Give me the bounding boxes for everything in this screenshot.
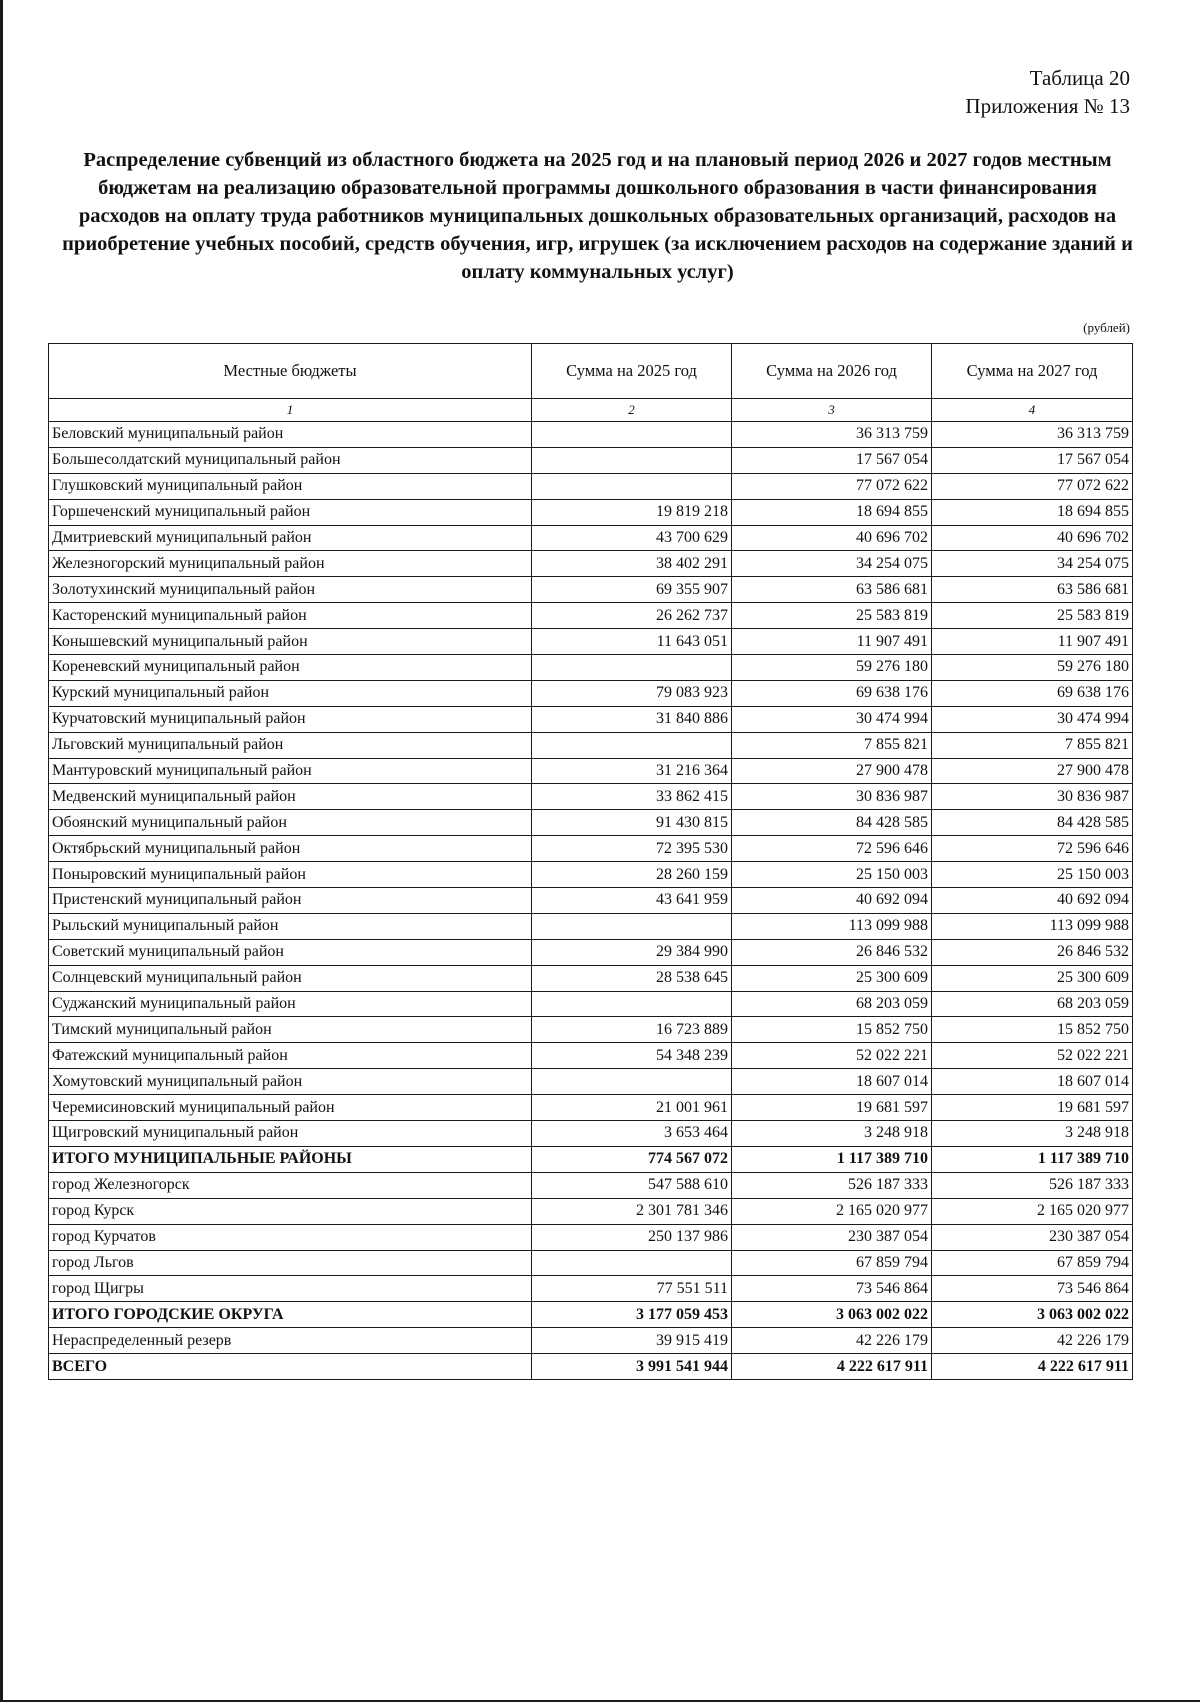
budget-name-cell: ИТОГО ГОРОДСКИЕ ОКРУГА: [49, 1302, 532, 1328]
table-row: [49, 1198, 1133, 1224]
budget-name-cell: город Щигры: [49, 1276, 532, 1302]
budget-name-cell: Пристенский муниципальный район: [49, 888, 532, 914]
budget-name-cell: Мантуровский муниципальный район: [49, 758, 532, 784]
amount-2027-cell: 4 222 617 911: [932, 1354, 1133, 1380]
table-row: [49, 447, 1133, 473]
amount-2026-cell: 77 072 622: [732, 473, 932, 499]
amount-2027-cell: 25 150 003: [932, 862, 1133, 888]
budget-name-cell: Конышевский муниципальный район: [49, 629, 532, 655]
amount-2025-cell: 29 384 990: [532, 939, 732, 965]
amount-2026-cell: 15 852 750: [732, 1017, 932, 1043]
amount-2026-cell: 69 638 176: [732, 680, 932, 706]
column-number: 3: [732, 399, 932, 422]
amount-2025-cell: 16 723 889: [532, 1017, 732, 1043]
amount-2026-cell: 25 150 003: [732, 862, 932, 888]
table-row: [49, 888, 1133, 914]
amount-2025-cell: [532, 473, 732, 499]
amount-2026-cell: 52 022 221: [732, 1043, 932, 1069]
budget-name-cell: Нераспределенный резерв: [49, 1328, 532, 1354]
amount-2027-cell: 27 900 478: [932, 758, 1133, 784]
amount-2027-cell: 84 428 585: [932, 810, 1133, 836]
amount-2025-cell: 39 915 419: [532, 1328, 732, 1354]
amount-2025-cell: 33 862 415: [532, 784, 732, 810]
amount-2025-cell: 31 216 364: [532, 758, 732, 784]
amount-2026-cell: 25 583 819: [732, 603, 932, 629]
amount-2025-cell: [532, 655, 732, 681]
amount-2025-cell: 79 083 923: [532, 680, 732, 706]
amount-2027-cell: 59 276 180: [932, 655, 1133, 681]
amount-2025-cell: 250 137 986: [532, 1224, 732, 1250]
budget-name-cell: Дмитриевский муниципальный район: [49, 525, 532, 551]
table-row: [49, 1172, 1133, 1198]
amount-2027-cell: 7 855 821: [932, 732, 1133, 758]
table-total-row: [49, 1302, 1133, 1328]
amount-2025-cell: 77 551 511: [532, 1276, 732, 1302]
amount-2025-cell: [532, 913, 732, 939]
amount-2026-cell: 59 276 180: [732, 655, 932, 681]
table-row: [49, 991, 1133, 1017]
table-row: [49, 1095, 1133, 1121]
column-header-2027: Сумма на 2027 год: [932, 344, 1133, 399]
amount-2025-cell: 19 819 218: [532, 499, 732, 525]
column-header-2025: Сумма на 2025 год: [532, 344, 732, 399]
amount-2025-cell: 69 355 907: [532, 577, 732, 603]
amount-2026-cell: 11 907 491: [732, 629, 932, 655]
amount-2026-cell: 72 596 646: [732, 836, 932, 862]
amount-2026-cell: 34 254 075: [732, 551, 932, 577]
amount-2026-cell: 30 836 987: [732, 784, 932, 810]
column-number: 1: [49, 399, 532, 422]
amount-2026-cell: 30 474 994: [732, 706, 932, 732]
amount-2026-cell: 26 846 532: [732, 939, 932, 965]
table-row: [49, 1250, 1133, 1276]
amount-2027-cell: 526 187 333: [932, 1172, 1133, 1198]
amount-2025-cell: 28 260 159: [532, 862, 732, 888]
amount-2025-cell: 43 700 629: [532, 525, 732, 551]
amount-2027-cell: 72 596 646: [932, 836, 1133, 862]
budget-name-cell: Железногорский муниципальный район: [49, 551, 532, 577]
amount-2025-cell: 72 395 530: [532, 836, 732, 862]
column-header-budgets: Местные бюджеты: [49, 344, 532, 399]
amount-2027-cell: 52 022 221: [932, 1043, 1133, 1069]
amount-2025-cell: 91 430 815: [532, 810, 732, 836]
table-row: [49, 655, 1133, 681]
amount-2026-cell: 4 222 617 911: [732, 1354, 932, 1380]
amount-2025-cell: 38 402 291: [532, 551, 732, 577]
amount-2026-cell: 526 187 333: [732, 1172, 932, 1198]
table-row: [49, 680, 1133, 706]
page-left-edge: [0, 0, 3, 1702]
column-number: 4: [932, 399, 1133, 422]
table-total-row: [49, 1354, 1133, 1380]
amount-2026-cell: 7 855 821: [732, 732, 932, 758]
amount-2027-cell: 68 203 059: [932, 991, 1133, 1017]
amount-2027-cell: 3 248 918: [932, 1121, 1133, 1147]
budget-name-cell: город Железногорск: [49, 1172, 532, 1198]
amount-2025-cell: [532, 732, 732, 758]
column-header-2026: Сумма на 2026 год: [732, 344, 932, 399]
amount-2026-cell: 40 696 702: [732, 525, 932, 551]
budget-name-cell: Горшеченский муниципальный район: [49, 499, 532, 525]
amount-2025-cell: 26 262 737: [532, 603, 732, 629]
budget-name-cell: Рыльский муниципальный район: [49, 913, 532, 939]
amount-2025-cell: [532, 1069, 732, 1095]
amount-2026-cell: 42 226 179: [732, 1328, 932, 1354]
amount-2026-cell: 36 313 759: [732, 422, 932, 448]
amount-2026-cell: 3 248 918: [732, 1121, 932, 1147]
table-row: [49, 732, 1133, 758]
amount-2027-cell: 77 072 622: [932, 473, 1133, 499]
column-number: 2: [532, 399, 732, 422]
amount-2026-cell: 2 165 020 977: [732, 1198, 932, 1224]
budget-name-cell: город Курчатов: [49, 1224, 532, 1250]
amount-2025-cell: [532, 447, 732, 473]
amount-2027-cell: 2 165 020 977: [932, 1198, 1133, 1224]
table-row: [49, 1017, 1133, 1043]
budget-name-cell: Хомутовский муниципальный район: [49, 1069, 532, 1095]
amount-2027-cell: 11 907 491: [932, 629, 1133, 655]
budget-name-cell: Солнцевский муниципальный район: [49, 965, 532, 991]
amount-2027-cell: 3 063 002 022: [932, 1302, 1133, 1328]
budget-name-cell: город Курск: [49, 1198, 532, 1224]
amount-2027-cell: 30 474 994: [932, 706, 1133, 732]
amount-2025-cell: [532, 1250, 732, 1276]
table-row: [49, 1276, 1133, 1302]
amount-2027-cell: 63 586 681: [932, 577, 1133, 603]
table-row: [49, 629, 1133, 655]
budget-name-cell: Золотухинский муниципальный район: [49, 577, 532, 603]
budget-name-cell: Касторенский муниципальный район: [49, 603, 532, 629]
amount-2026-cell: 84 428 585: [732, 810, 932, 836]
budget-name-cell: Фатежский муниципальный район: [49, 1043, 532, 1069]
budget-name-cell: Кореневский муниципальный район: [49, 655, 532, 681]
table-header-row: [49, 344, 1133, 399]
amount-2025-cell: 3 177 059 453: [532, 1302, 732, 1328]
amount-2027-cell: 113 099 988: [932, 913, 1133, 939]
table-row: [49, 784, 1133, 810]
budget-name-cell: Беловский муниципальный район: [49, 422, 532, 448]
subvention-table: [48, 343, 1133, 1380]
table-number: Таблица 20: [1029, 66, 1130, 90]
amount-2027-cell: 18 694 855: [932, 499, 1133, 525]
amount-2027-cell: 40 696 702: [932, 525, 1133, 551]
amount-2027-cell: 36 313 759: [932, 422, 1133, 448]
table-body: [49, 422, 1133, 1380]
table-row: [49, 758, 1133, 784]
table-row: [49, 913, 1133, 939]
table-row: [49, 577, 1133, 603]
amount-2026-cell: 18 694 855: [732, 499, 932, 525]
amount-2027-cell: 1 117 389 710: [932, 1146, 1133, 1172]
amount-2026-cell: 68 203 059: [732, 991, 932, 1017]
table-row: [49, 1121, 1133, 1147]
amount-2025-cell: 11 643 051: [532, 629, 732, 655]
appendix-number: Приложения № 13: [965, 94, 1130, 118]
amount-2025-cell: [532, 991, 732, 1017]
amount-2025-cell: 31 840 886: [532, 706, 732, 732]
budget-name-cell: город Льгов: [49, 1250, 532, 1276]
budget-name-cell: Советский муниципальный район: [49, 939, 532, 965]
amount-2027-cell: 26 846 532: [932, 939, 1133, 965]
table-row: [49, 473, 1133, 499]
amount-2027-cell: 40 692 094: [932, 888, 1133, 914]
table-row: [49, 499, 1133, 525]
amount-2027-cell: 18 607 014: [932, 1069, 1133, 1095]
amount-2027-cell: 42 226 179: [932, 1328, 1133, 1354]
budget-name-cell: Глушковский муниципальный район: [49, 473, 532, 499]
amount-2025-cell: 2 301 781 346: [532, 1198, 732, 1224]
amount-2025-cell: 43 641 959: [532, 888, 732, 914]
table-total-row: [49, 1146, 1133, 1172]
amount-2025-cell: 547 588 610: [532, 1172, 732, 1198]
table-row: [49, 1043, 1133, 1069]
amount-2026-cell: 73 546 864: [732, 1276, 932, 1302]
budget-name-cell: Большесолдатский муниципальный район: [49, 447, 532, 473]
table-row: [49, 551, 1133, 577]
amount-2025-cell: 3 991 541 944: [532, 1354, 732, 1380]
units-label: (рублей): [1083, 320, 1130, 335]
amount-2027-cell: 17 567 054: [932, 447, 1133, 473]
table-row: [49, 1224, 1133, 1250]
amount-2025-cell: 54 348 239: [532, 1043, 732, 1069]
amount-2026-cell: 40 692 094: [732, 888, 932, 914]
budget-name-cell: Медвенский муниципальный район: [49, 784, 532, 810]
amount-2026-cell: 17 567 054: [732, 447, 932, 473]
document-title: Распределение субвенций из областного бюджета на 2025 год и на плановый период 2026 и 2027 годов местным бюджетам на реализацию образовательной программы дошкольного образования в части финансирования расходов на оплату труда работников муниципальных дошкольных образовательных организаций, расходов на приобретение учебных пособий, средств обучения, игр, игрушек (за исключением расходов на содержание зданий и оплату коммунальных услуг): [62, 149, 1133, 283]
budget-name-cell: ИТОГО МУНИЦИПАЛЬНЫЕ РАЙОНЫ: [49, 1146, 532, 1172]
amount-2027-cell: 73 546 864: [932, 1276, 1133, 1302]
budget-name-cell: Тимский муниципальный район: [49, 1017, 532, 1043]
table-row: [49, 422, 1133, 448]
budget-name-cell: Щигровский муниципальный район: [49, 1121, 532, 1147]
amount-2025-cell: [532, 422, 732, 448]
amount-2026-cell: 3 063 002 022: [732, 1302, 932, 1328]
table-row: [49, 965, 1133, 991]
budget-name-cell: Поныровский муниципальный район: [49, 862, 532, 888]
budget-name-cell: Льговский муниципальный район: [49, 732, 532, 758]
amount-2026-cell: 113 099 988: [732, 913, 932, 939]
column-number-row: [49, 399, 1133, 422]
amount-2026-cell: 18 607 014: [732, 1069, 932, 1095]
budget-name-cell: Обоянский муниципальный район: [49, 810, 532, 836]
budget-name-cell: Октябрьский муниципальный район: [49, 836, 532, 862]
amount-2027-cell: 230 387 054: [932, 1224, 1133, 1250]
table-row: [49, 836, 1133, 862]
table-row: [49, 1328, 1133, 1354]
amount-2027-cell: 67 859 794: [932, 1250, 1133, 1276]
table-row: [49, 603, 1133, 629]
table-row: [49, 810, 1133, 836]
amount-2027-cell: 19 681 597: [932, 1095, 1133, 1121]
table-row: [49, 525, 1133, 551]
amount-2027-cell: 15 852 750: [932, 1017, 1133, 1043]
amount-2025-cell: 774 567 072: [532, 1146, 732, 1172]
amount-2027-cell: 25 300 609: [932, 965, 1133, 991]
amount-2027-cell: 34 254 075: [932, 551, 1133, 577]
budget-name-cell: Черемисиновский муниципальный район: [49, 1095, 532, 1121]
amount-2025-cell: 28 538 645: [532, 965, 732, 991]
amount-2026-cell: 19 681 597: [732, 1095, 932, 1121]
table-row: [49, 706, 1133, 732]
amount-2026-cell: 63 586 681: [732, 577, 932, 603]
budget-name-cell: Курчатовский муниципальный район: [49, 706, 532, 732]
amount-2027-cell: 25 583 819: [932, 603, 1133, 629]
budget-name-cell: Курский муниципальный район: [49, 680, 532, 706]
amount-2025-cell: 3 653 464: [532, 1121, 732, 1147]
budget-name-cell: Суджанский муниципальный район: [49, 991, 532, 1017]
amount-2026-cell: 67 859 794: [732, 1250, 932, 1276]
table-row: [49, 862, 1133, 888]
amount-2025-cell: 21 001 961: [532, 1095, 732, 1121]
amount-2026-cell: 230 387 054: [732, 1224, 932, 1250]
table-row: [49, 939, 1133, 965]
table-row: [49, 1069, 1133, 1095]
amount-2026-cell: 25 300 609: [732, 965, 932, 991]
budget-name-cell: ВСЕГО: [49, 1354, 532, 1380]
amount-2027-cell: 69 638 176: [932, 680, 1133, 706]
amount-2026-cell: 1 117 389 710: [732, 1146, 932, 1172]
amount-2026-cell: 27 900 478: [732, 758, 932, 784]
amount-2027-cell: 30 836 987: [932, 784, 1133, 810]
